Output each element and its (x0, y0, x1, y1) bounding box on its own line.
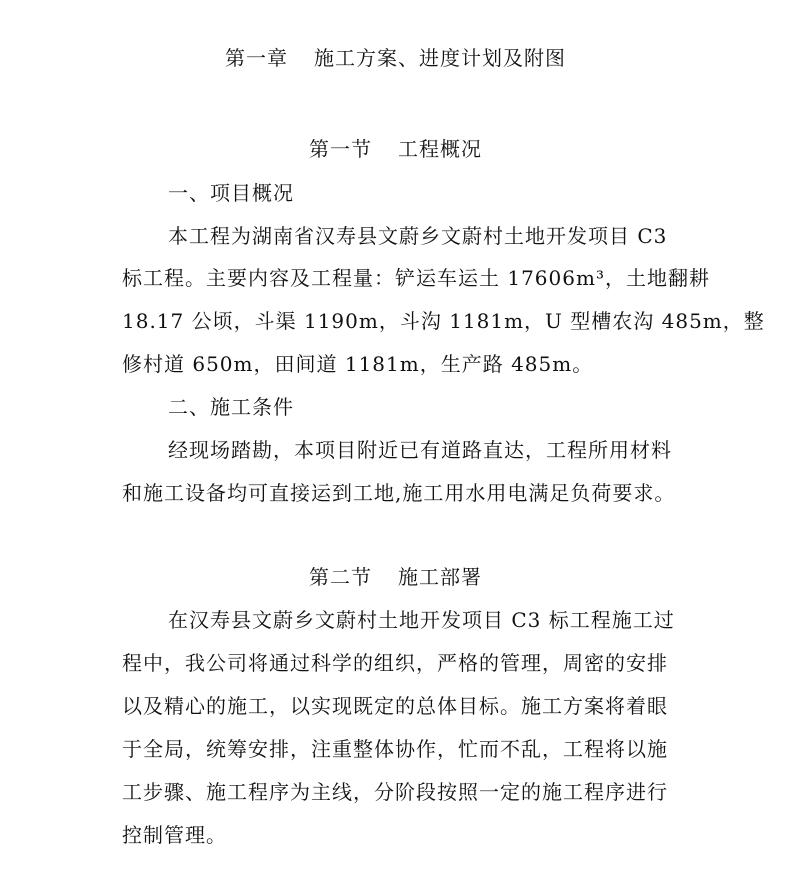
paragraph-line: 程中，我公司将通过科学的组织，严格的管理，周密的安排 (122, 651, 668, 675)
section1-number: 第一节 (309, 137, 372, 161)
section1-title: 工程概况 (398, 137, 482, 161)
paragraph-line: 以及精心的施工，以实现既定的总体目标。施工方案将着眼 (122, 694, 668, 718)
section2-title: 施工部署 (398, 565, 482, 589)
paragraph-line: 标工程。主要内容及工程量：铲运车运土 17606m³，土地翻耕 (122, 266, 710, 290)
subheading-project-overview: 一、项目概况 (168, 181, 294, 205)
section1-heading (0, 136, 791, 162)
paragraph-line: 修村道 650m，田间道 1181m，生产路 485m。 (122, 352, 594, 376)
paragraph-line: 18.17 公顷，斗渠 1190m，斗沟 1181m，U 型槽农沟 485m，整 (122, 309, 765, 333)
chapter-title: 施工方案、进度计划及附图 (314, 46, 566, 70)
paragraph-line: 于全局，统筹安排，注重整体协作，忙而不乱，工程将以施 (122, 737, 668, 761)
section2-heading (0, 564, 791, 590)
paragraph-line: 经现场踏勘，本项目附近已有道路直达，工程所用材料 (168, 438, 672, 462)
paragraph-line: 工步骤、施工程序为主线，分阶段按照一定的施工程序进行 (122, 780, 668, 804)
section2-number: 第二节 (309, 565, 372, 589)
paragraph-line: 本工程为湖南省汉寿县文蔚乡文蔚村土地开发项目 C3 (168, 224, 668, 248)
paragraph-line: 控制管理。 (122, 823, 227, 847)
paragraph-line: 和施工设备均可直接运到工地,施工用水用电满足负荷要求。 (122, 481, 676, 505)
subheading-construction-conditions: 二、施工条件 (168, 395, 294, 419)
chapter-heading (0, 45, 791, 71)
chapter-number: 第一章 (225, 46, 288, 70)
paragraph-line: 在汉寿县文蔚乡文蔚村土地开发项目 C3 标工程施工过 (168, 608, 675, 632)
